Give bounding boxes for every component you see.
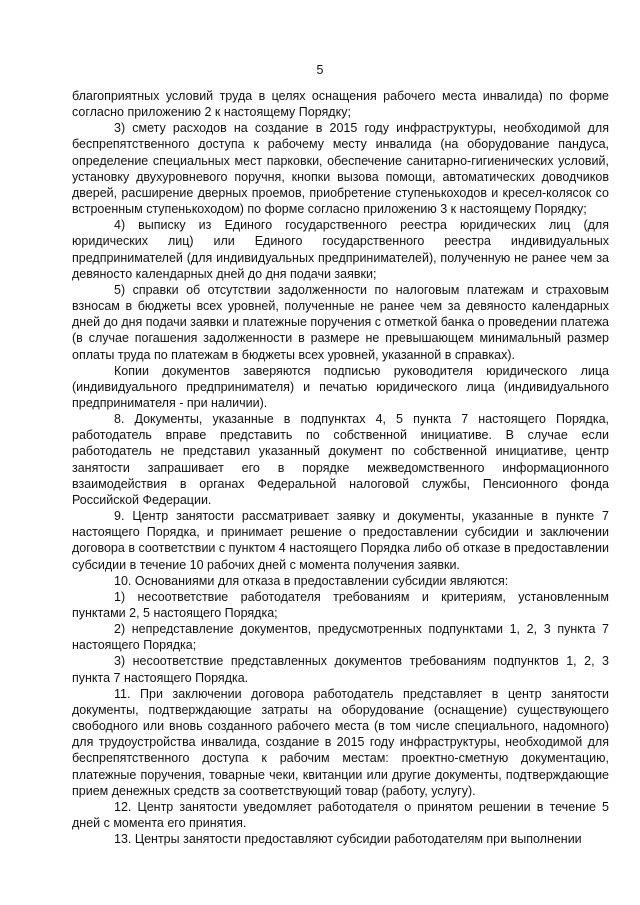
paragraph-item-3-estimate: 3) смету расходов на создание в 2015 году инфраструктуры, необходимой для беспрепятственного доступа к рабочему месту инвалида (на оборудование пандуса, определение специальных мест парковки, обеспечение санитарно-гигиенических условий, установку двухуровневого поручня, кнопки вызова помощи, автоматических доводчиков дверей, расширение дверных проемов, приобретение ступенькоходов и кресел-колясок со встроенным ступенькоходом) по форме согласно приложению 3 к настоящему Порядку; [72,121,609,217]
paragraph-clause-10-item-3: 3) несоответствие представленных документов требованиям подпунктов 1, 2, 3 пункта 7 настоящего Порядка. [72,654,609,685]
paragraph-clause-8: 8. Документы, указанные в подпунктах 4, 5 пункта 7 настоящего Порядка, работодатель вправе представить по собственной инициативе. В случае если работодатель не представил указанный документ по собственной инициативе, центр занятости запрашивает его в порядке межведомственного информационного взаимодействия в органах Федеральной налоговой службы, Пенсионного фонда Российской Федерации. [72,412,609,507]
page-number: 5 [316,63,324,77]
paragraph-clause-12: 12. Центр занятости уведомляет работодателя о принятом решении в течение 5 дней с момента его принятия. [72,799,609,831]
paragraph-clause-13: 13. Центры занятости предоставляют субсидии работодателям при выполнении [114,832,582,847]
paragraph-clause-11: 11. При заключении договора работодатель представляет в центр занятости документы, подтверждающие затраты на оборудование (оснащение) существующего свободного или вновь созданного рабочего места (в том числе специального, надомного) для трудоустройства инвалида, создание в 2015 году инфраструктуры, необходимой для беспрепятственного доступа к рабочим местам: проектно-сметную документацию, платежные поручения, товарные чеки, квитанции или другие документы, подтверждающие прием денежных средств за соответствующий товар (работу, услугу). [72,686,609,798]
paragraph-clause-10-item-2: 2) непредставление документов, предусмотренных подпунктами 1, 2, 3 пункта 7 настоящего Порядка; [72,622,609,653]
paragraph-clause-10: 10. Основаниями для отказа в предоставлении субсидии являются: [114,573,509,588]
document-body [72,88,609,847]
paragraph-clause-10-item-1: 1) несоответствие работодателя требованиям и критериям, установленным пунктами 2, 5 настоящего Порядка; [72,589,609,620]
paragraph-copies-certification: Копии документов заверяются подписью руководителя юридического лица (индивидуального предпринимателя) и печатью юридического лица (индивидуального предпринимателя - при наличии). [72,363,609,410]
paragraph-item-5-tax-certificates: 5) справки об отсутствии задолженности по налоговым платежам и страховым взносам в бюджеты всех уровней, полученные не ранее чем за девяносто календарных дней до дня подачи заявки и платежные поручения с отметкой банка о проведении платежа (в случае погашения задолженности в размере не превышающем минимальный размер оплаты труда по платежам в бюджеты всех уровней, указанной в справках). [72,282,610,362]
paragraph-item-4-register-extract: 4) выписку из Единого государственного реестра юридических лиц (для юридических лиц) или Единого государственного реестра индивидуальных предпринимателей (для индивидуальных предпринимателей), полученную не ранее чем за девяносто календарных дней до дня подачи заявки; [72,218,609,281]
paragraph-continuation: благоприятных условий труда в целях оснащения рабочего места инвалида) по форме согласно приложению 2 к настоящему Порядку; [72,89,609,120]
paragraph-clause-9: 9. Центр занятости рассматривает заявку и документы, указанные в пункте 7 настоящего Порядка, и принимает решение о предоставлении субсидии и заключении договора в соответствии с пунктом 4 настоящего Порядка либо об отказе в предоставлении субсидии в течение 10 рабочих дней с момента получения заявки. [72,509,609,572]
